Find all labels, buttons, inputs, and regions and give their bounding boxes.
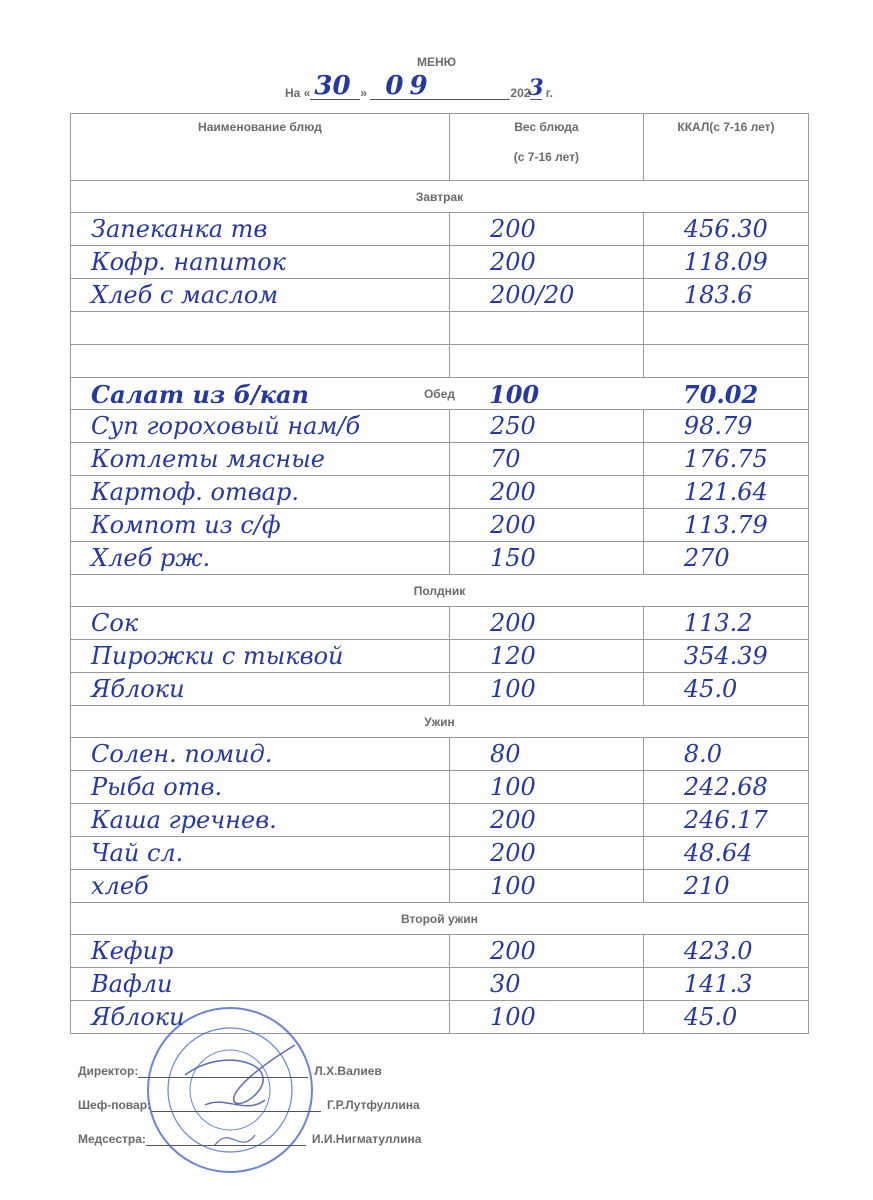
dish-kcal: 210 [683,872,730,900]
dish-kcal: 121.64 [683,478,768,506]
dish-weight-cell [449,870,643,903]
dish-kcal-cell [643,804,808,837]
dish-name: Запеканка тв [91,215,268,243]
dish-weight-cell [449,509,643,542]
section-title: Ужин [424,714,455,729]
section-cell [71,903,809,935]
dish-weight: 100 [489,773,536,801]
dish-name-cell [71,607,450,640]
dish-kcal-cell [643,738,808,771]
dish-name-cell [71,771,450,804]
section-cell [71,575,809,607]
dish-name-cell [71,443,450,476]
dish-kcal: 141.3 [683,970,753,998]
date-year-digit: 3 [528,75,544,101]
dish-kcal-cell [643,673,808,706]
dish-kcal: 456.30 [683,215,768,243]
date-month: 09 [385,71,434,101]
dish-weight-cell [449,640,643,673]
dish-kcal-cell [643,870,808,903]
dish-weight-cell [449,968,643,1001]
dish-weight: 80 [489,740,521,768]
dish-kcal: 98.79 [683,412,753,440]
dish-name-cell [71,476,450,509]
table-row [71,246,809,279]
dish-weight-cell [449,771,643,804]
dish-weight: 200 [489,215,536,243]
dish-name-cell [71,837,450,870]
dish-name: Кефир [91,937,174,965]
table-row [71,509,809,542]
dish-name-cell [71,935,450,968]
table-row [71,279,809,312]
table-row [71,804,809,837]
dish-weight: 250 [489,412,536,440]
dish-weight-cell [449,279,643,312]
menu-table [70,113,809,1034]
signature-role: Медсестра: [78,1132,146,1146]
dish-name: Кофр. напиток [91,248,286,276]
dish-name: Хлеб рж. [91,544,211,572]
dish-kcal-cell [643,476,808,509]
section-cell [71,181,809,213]
table-row [71,443,809,476]
dish-weight: 200 [489,478,536,506]
table-row [71,837,809,870]
signature-name: Г.Р.Лутфуллина [327,1098,420,1112]
section-row [71,378,809,410]
dish-weight-cell [449,246,643,279]
dish-name-cell [71,345,450,378]
table-row [71,738,809,771]
dish-name-cell [71,968,450,1001]
dish-weight-cell [449,345,643,378]
dish-weight-cell [449,312,643,345]
table-row [71,542,809,575]
dish-weight-cell [449,1001,643,1034]
dish-weight: 200 [489,609,536,637]
table-row [71,410,809,443]
dish-name-cell [71,542,450,575]
table-row [71,935,809,968]
dish-weight-cell [449,804,643,837]
dish-weight-cell [449,542,643,575]
page-title: МЕНЮ [416,55,457,69]
dish-kcal: 45.0 [683,675,738,703]
signature-name: Л.Х.Валиев [314,1064,382,1078]
dish-kcal: 183.6 [683,281,753,309]
col-dish-name: Наименование блюд [71,114,450,181]
table-row [71,312,809,345]
section-title: Полдник [413,583,466,598]
dish-kcal: 270 [683,544,730,572]
table-row [71,345,809,378]
dish-weight-cell [449,607,643,640]
dish-name: хлеб [91,872,149,900]
section-cell [71,706,809,738]
dish-name: Компот из с/ф [91,511,281,539]
signature-role: Шеф-повар: [78,1098,152,1112]
dish-weight-cell [449,213,643,246]
dish-weight-cell [449,837,643,870]
dish-weight: 70 [489,445,521,473]
dish-weight: 200 [489,248,536,276]
dish-kcal-cell [643,771,808,804]
dish-weight-cell [449,738,643,771]
dish-kcal-cell [643,935,808,968]
dish-kcal: 118.09 [683,248,768,276]
section-row [71,181,809,213]
official-stamp [145,1005,315,1175]
dish-name: Рыба отв. [91,773,223,801]
dish-kcal: 423.0 [683,937,753,965]
dish-name-cell [71,870,450,903]
dish-name: Картоф. отвар. [91,478,299,506]
table-row [71,476,809,509]
section-cell [71,378,809,410]
dish-name: Котлеты мясные [91,445,325,473]
dish-kcal-cell [643,410,808,443]
dish-kcal: 48.64 [683,839,753,867]
dish-name-cell [71,738,450,771]
dish-weight: 30 [489,970,521,998]
section-row [71,706,809,738]
section-row [71,575,809,607]
dish-name: Солен. помид. [91,740,273,768]
dish-kcal: 242.68 [683,773,768,801]
dish-weight-cell [449,673,643,706]
date-day: 30 [314,71,351,101]
dish-name: Вафли [91,970,173,998]
dish-kcal-cell [643,607,808,640]
dish-kcal: 246.17 [683,806,768,834]
dish-weight: 100 [489,380,540,409]
dish-weight: 100 [489,675,536,703]
dish-name: Каша гречнев. [91,806,277,834]
dish-name: Яблоки [91,675,185,703]
dish-kcal-cell [643,345,808,378]
dish-weight: 200 [489,937,536,965]
dish-name: Хлеб с маслом [91,281,279,309]
table-header [71,114,809,181]
signature-role: Директор: [78,1064,139,1078]
dish-weight-cell [449,410,643,443]
dish-kcal-cell [643,640,808,673]
dish-kcal: 176.75 [683,445,768,473]
dish-kcal-cell [643,1001,808,1034]
date-suffix: г. [545,86,553,100]
table-row [71,607,809,640]
dish-kcal-cell [643,279,808,312]
dish-kcal: 45.0 [683,1003,738,1031]
table-row [71,870,809,903]
dish-kcal-cell [643,213,808,246]
dish-kcal: 354.39 [683,642,768,670]
dish-kcal-cell [643,509,808,542]
signature-name: И.И.Нигматуллина [311,1132,422,1146]
dish-weight-cell [449,476,643,509]
dish-name-cell [71,410,450,443]
dish-weight: 100 [489,1003,536,1031]
table-row [71,968,809,1001]
table-row [71,640,809,673]
dish-kcal-cell [643,837,808,870]
dish-weight: 100 [489,872,536,900]
dish-kcal-cell [643,968,808,1001]
dish-name-cell [71,804,450,837]
dish-kcal: 8.0 [683,740,723,768]
dish-name: Салат из б/кап [91,380,309,409]
dish-weight-cell [449,443,643,476]
col-kcal: ККАЛ(с 7-16 лет) [643,114,808,181]
date-line [285,71,553,101]
dish-name: Сок [91,609,139,637]
dish-name: Яблоки [91,1003,185,1031]
col-weight: Вес блюда (с 7-16 лет) [449,114,643,181]
section-title: Второй ужин [401,911,478,926]
section-title: Завтрак [415,189,464,204]
dish-weight: 200 [489,511,536,539]
table-row [71,771,809,804]
dish-name: Суп гороховый нам/б [91,412,361,440]
date-prefix: На « [285,86,311,100]
dish-name: Чай сл. [91,839,184,867]
section-title: Обед [423,386,456,401]
dish-name-cell [71,279,450,312]
table-row [71,673,809,706]
dish-name-cell [71,246,450,279]
dish-name-cell [71,673,450,706]
dish-kcal-cell [643,443,808,476]
dish-kcal-cell [643,246,808,279]
dish-kcal: 70.02 [683,380,759,409]
date-mid: » [360,86,368,100]
dish-kcal-cell [643,312,808,345]
dish-name: Пирожки с тыквой [91,642,344,670]
dish-kcal-cell [643,542,808,575]
dish-weight: 200 [489,806,536,834]
dish-weight: 200 [489,839,536,867]
dish-weight-cell [449,935,643,968]
dish-weight: 120 [489,642,536,670]
section-row [71,903,809,935]
date-year-prefix: 202 [510,86,531,100]
dish-kcal: 113.2 [683,609,753,637]
dish-weight: 200/20 [489,281,575,309]
dish-weight: 150 [489,544,536,572]
dish-name-cell [71,509,450,542]
dish-name-cell [71,640,450,673]
table-row [71,213,809,246]
dish-kcal: 113.79 [683,511,768,539]
dish-name-cell [71,213,450,246]
dish-name-cell [71,312,450,345]
